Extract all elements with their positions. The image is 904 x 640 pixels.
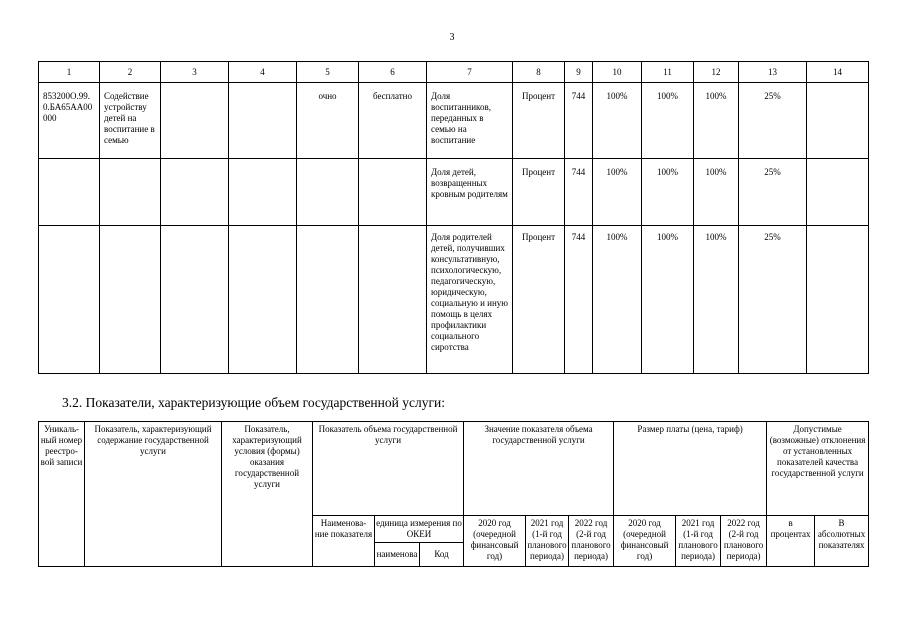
value-cell: 100%	[694, 159, 739, 226]
header-cell: 14	[807, 62, 869, 83]
header-cell: 2	[100, 62, 161, 83]
value-cell: 100%	[593, 159, 642, 226]
header-cell: 3	[161, 62, 229, 83]
unit-cell: Процент	[513, 83, 565, 159]
volume-indicators-table	[38, 421, 869, 567]
table-cell	[229, 83, 297, 159]
content-indicator-header: Показатель, характеризующий содержание государственной услуги	[85, 422, 222, 567]
indicator-name-cell: Доля воспитанников, переданных в семью на воспитание	[427, 83, 513, 159]
table-cell	[39, 226, 100, 374]
value-cell: 100%	[694, 83, 739, 159]
form-cell: очно	[297, 83, 359, 159]
table-cell	[161, 159, 229, 226]
service-content-cell: Содействие устройству детей на воспитание в семью	[100, 83, 161, 159]
value-cell: 100%	[593, 226, 642, 374]
deviation-percent-header: в процентах	[767, 516, 815, 567]
year-2022-header: 2022 год (2-й год планового периода)	[569, 516, 614, 567]
table-cell	[100, 159, 161, 226]
value-cell: 100%	[593, 83, 642, 159]
table-cell	[807, 226, 869, 374]
unit-code-header: Код	[420, 543, 464, 567]
table-cell	[229, 226, 297, 374]
deviation-cell: 25%	[739, 83, 807, 159]
header-cell: 8	[513, 62, 565, 83]
table-cell	[807, 159, 869, 226]
unit-cell: Процент	[513, 159, 565, 226]
indicator-name-cell: Доля родителей детей, получивших консультативную, психологическую, педагогическую, юридическую, социальную и иную помощь в целях профилактики социального сиротства	[427, 226, 513, 374]
header-cell: 11	[642, 62, 694, 83]
table-cell	[161, 226, 229, 374]
okei-code-cell: 744	[565, 159, 593, 226]
section-title: 3.2. Показатели, характеризующие объем государственной услуги:	[62, 395, 445, 410]
table-cell	[807, 83, 869, 159]
deviation-cell: 25%	[739, 159, 807, 226]
header-row	[39, 422, 869, 516]
table-cell	[39, 159, 100, 226]
fee-header: Размер платы (цена, тариф)	[614, 422, 767, 516]
unit-cell: Процент	[513, 226, 565, 374]
value-cell: 100%	[642, 83, 694, 159]
volume-indicator-header: Показатель объема государственной услуги	[313, 422, 464, 516]
table-cell	[297, 159, 359, 226]
indicator-name-header: Наименова-ние показателя	[313, 516, 375, 567]
page-number: 3	[449, 32, 455, 43]
table-cell	[161, 83, 229, 159]
table-cell	[100, 226, 161, 374]
header-cell: 10	[593, 62, 642, 83]
value-cell: 100%	[694, 226, 739, 374]
header-cell: 12	[694, 62, 739, 83]
table-row	[39, 159, 869, 226]
deviation-cell: 25%	[739, 226, 807, 374]
header-cell: 5	[297, 62, 359, 83]
table-cell	[229, 159, 297, 226]
year-2021-header: 2021 год (1-й год планового периода)	[526, 516, 569, 567]
header-cell: 4	[229, 62, 297, 83]
year-2020-header: 2020 год (очередной финансовый год)	[464, 516, 526, 567]
header-cell: 9	[565, 62, 593, 83]
table-cell	[359, 226, 427, 374]
header-cell: 6	[359, 62, 427, 83]
fee-type-cell: бесплатно	[359, 83, 427, 159]
unique-number-header: Уникаль-ный номер реестро-вой записи	[39, 422, 85, 567]
conditions-indicator-header: Показатель, характеризующий условия (формы) оказания государственной услуги	[222, 422, 313, 567]
registry-code-cell: 853200О.99.0.БА65АА00000	[39, 83, 100, 159]
header-cell: 13	[739, 62, 807, 83]
okei-code-cell: 744	[565, 83, 593, 159]
fee-2022-header: 2022 год (2-й год планового периода)	[721, 516, 767, 567]
fee-2021-header: 2021 год (1-й год планового периода)	[676, 516, 721, 567]
unit-header: единица измерения по ОКЕИ	[375, 516, 464, 543]
table-cell	[359, 159, 427, 226]
deviation-absolute-header: В абсолютных показателях	[815, 516, 869, 567]
okei-code-cell: 744	[565, 226, 593, 374]
value-cell: 100%	[642, 159, 694, 226]
header-cell: 1	[39, 62, 100, 83]
indicator-name-cell: Доля детей, возвращенных кровным родителям	[427, 159, 513, 226]
deviation-header: Допустимые (возможные) отклонения от установленных показателей качества государственной услуги	[767, 422, 869, 516]
fee-2020-header: 2020 год (очередной финансовый год)	[614, 516, 676, 567]
value-cell: 100%	[642, 226, 694, 374]
unit-name-header: наименова	[375, 543, 420, 567]
header-cell: 7	[427, 62, 513, 83]
table-row	[39, 83, 869, 159]
table-cell	[297, 226, 359, 374]
volume-value-header: Значение показателя объема государственной услуги	[464, 422, 614, 516]
quality-indicators-table	[38, 61, 869, 374]
table-header-row	[39, 62, 869, 83]
table-row	[39, 226, 869, 374]
